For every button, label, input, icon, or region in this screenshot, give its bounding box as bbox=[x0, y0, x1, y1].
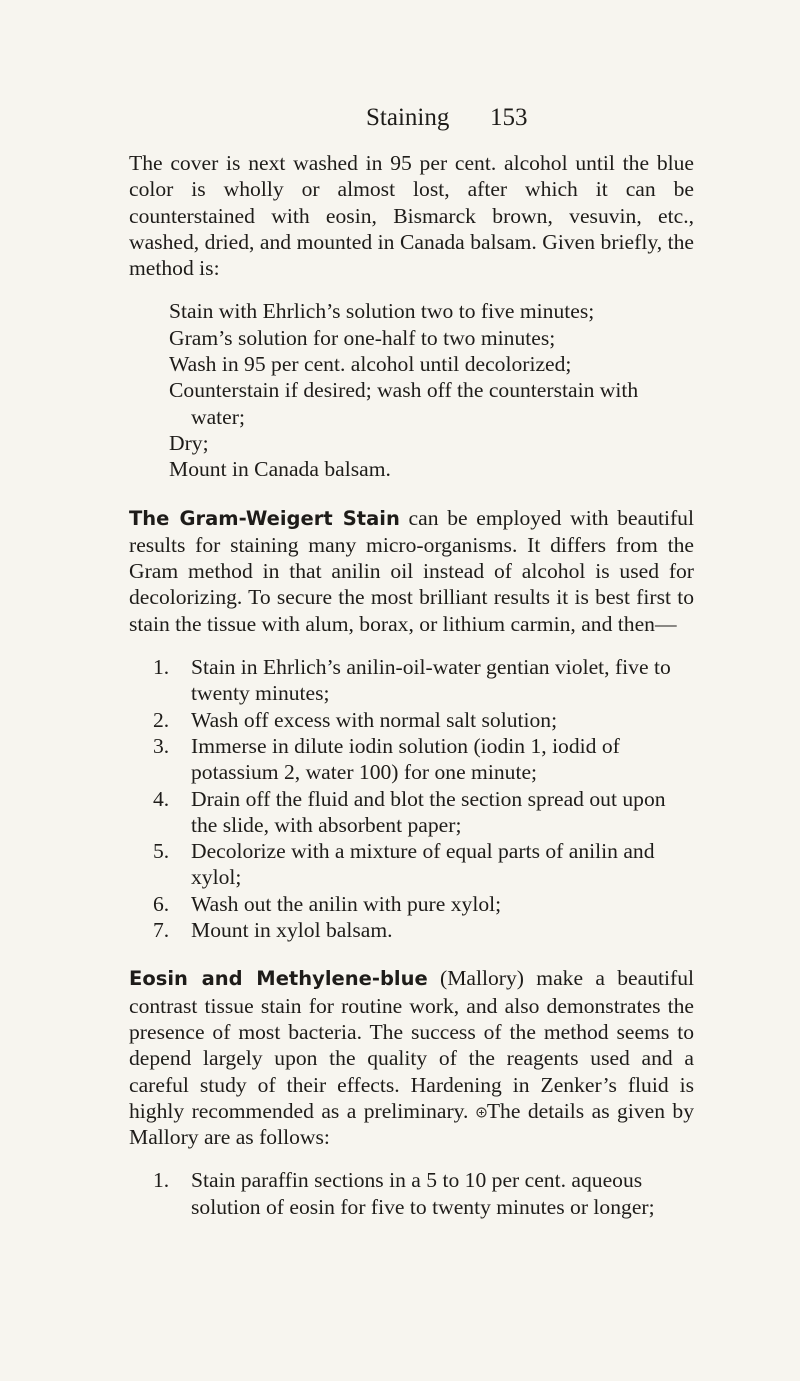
eosin-text-a: (Mallory) make a beautiful contrast tissue stain for routine work, and also demonstrates the presence of most bacteria. The success of the method seems to depend largely upon the quality of the reagents used and a careful study of their effects. Hardening in Zenker’s fluid is highly recommended as a preliminary. bbox=[129, 966, 694, 1123]
gram-step: Wash in 95 per cent. alcohol until decolorized; bbox=[169, 352, 572, 377]
step-number: 3. bbox=[153, 733, 170, 758]
step-number: 2. bbox=[153, 707, 170, 732]
paragraph-gram-weigert bbox=[129, 505, 694, 637]
step-number: 1. bbox=[153, 1168, 170, 1193]
gram-step: Counterstain if desired; wash off the counterstain with water; bbox=[169, 378, 639, 429]
eosin-heading: Eosin and Methylene-blue bbox=[129, 967, 428, 991]
paragraph-eosin-methylene-blue bbox=[129, 965, 694, 1150]
gram-step: Dry; bbox=[169, 430, 209, 455]
weigert-step bbox=[129, 786, 694, 839]
running-head bbox=[0, 100, 800, 140]
gram-weigert-heading: The Gram-Weigert Stain bbox=[129, 506, 400, 530]
gram-step: Mount in Canada balsam. bbox=[169, 457, 391, 482]
paragraph-cover-washing: The cover is next washed in 95 per cent. alcohol until the blue color is wholly or almost lost, after which it can be counterstained with eosin, Bismarck brown, vesuvin, etc., washed, dried, and mounted in Canada balsam. Given briefly, the method is: bbox=[129, 151, 694, 281]
step-number: 1. bbox=[153, 655, 170, 680]
step-text: Wash off excess with normal salt solution; bbox=[191, 707, 558, 732]
gram-weigert-text: can be employed with beautiful results for staining many micro-organisms. It differs from the Gram method in that anilin oil instead of alcohol is used for decolorizing. To secure the most brilliant results it is best first to stain the tissue with alum, borax, or lithium carmin, and then— bbox=[129, 505, 694, 636]
mallory-step bbox=[129, 1167, 694, 1220]
running-title: Staining bbox=[366, 104, 450, 131]
weigert-step bbox=[129, 733, 694, 786]
gram-weigert-steps bbox=[129, 654, 694, 943]
library-stamp-icon bbox=[476, 1107, 487, 1118]
step-number: 7. bbox=[153, 918, 170, 943]
step-number: 4. bbox=[153, 786, 170, 811]
weigert-step bbox=[129, 838, 694, 891]
gram-step: Stain with Ehrlich’s solution two to five minutes; bbox=[169, 299, 595, 324]
step-text: Wash out the anilin with pure xylol; bbox=[191, 891, 502, 916]
step-text: Decolorize with a mixture of equal parts of anilin and xylol; bbox=[191, 839, 655, 890]
step-number: 5. bbox=[153, 839, 170, 864]
step-text: Immerse in dilute iodin solution (iodin 1, iodid of potassium 2, water 100) for one minute; bbox=[191, 733, 620, 785]
weigert-step bbox=[129, 654, 694, 707]
step-text: Stain paraffin sections in a 5 to 10 per cent. aqueous solution of eosin for five to twenty minutes or longer; bbox=[191, 1168, 655, 1219]
step-text: Drain off the fluid and blot the section spread out upon the slide, with absorbent paper; bbox=[191, 786, 666, 837]
mallory-steps bbox=[129, 1167, 694, 1220]
eosin-text-b: The details as given by Mallory are as follows: bbox=[129, 1098, 694, 1150]
gram-method-steps bbox=[129, 298, 694, 482]
step-text: Stain in Ehrlich’s anilin-oil-water gentian violet, five to twenty minutes; bbox=[191, 655, 671, 706]
step-number: 6. bbox=[153, 891, 170, 916]
step-text: Mount in xylol balsam. bbox=[191, 918, 393, 943]
weigert-step bbox=[129, 917, 694, 943]
weigert-step bbox=[129, 707, 694, 733]
weigert-step bbox=[129, 891, 694, 917]
body-text bbox=[129, 150, 694, 1242]
page-number: 153 bbox=[490, 104, 528, 131]
gram-step: Gram’s solution for one-half to two minutes; bbox=[169, 325, 556, 350]
